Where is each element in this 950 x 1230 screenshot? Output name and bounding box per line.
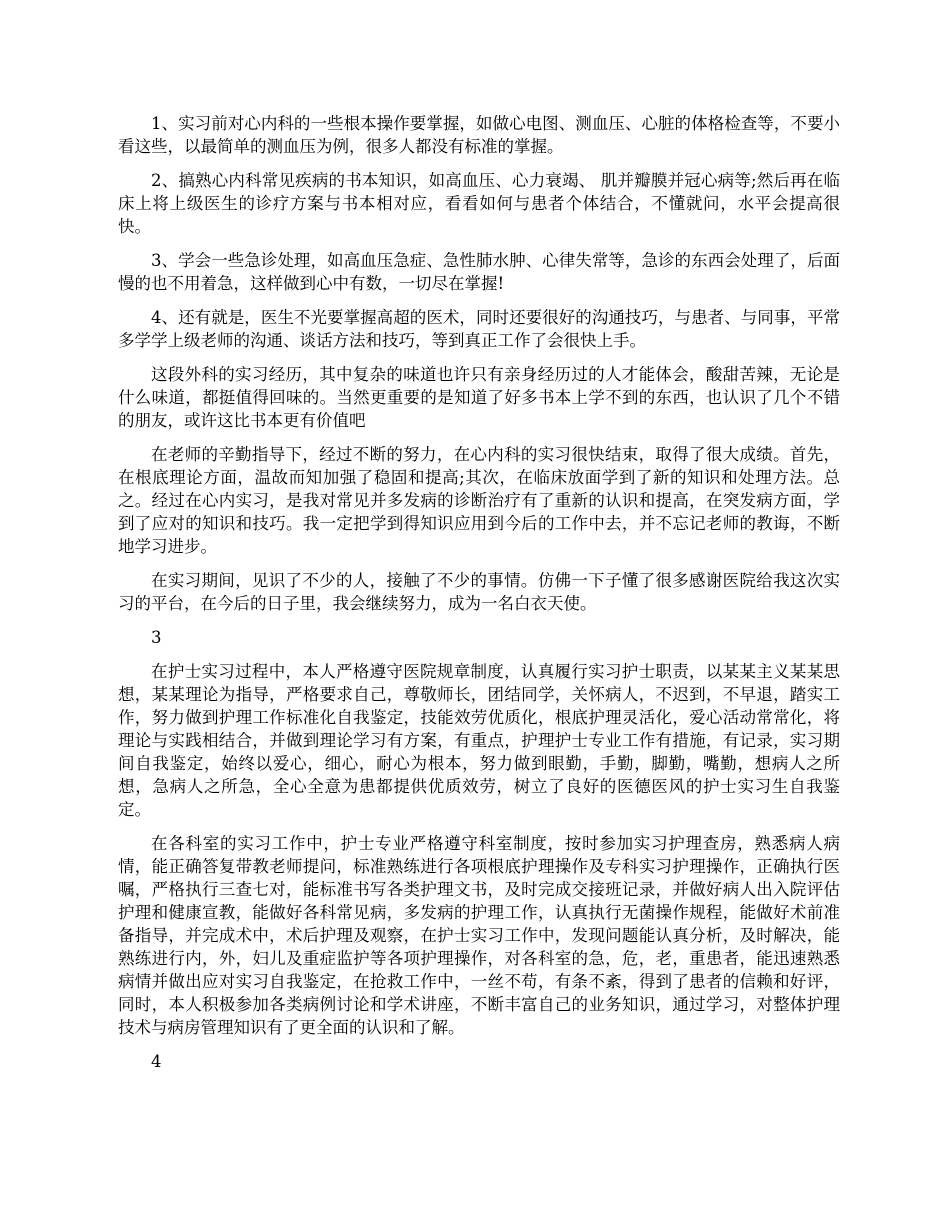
paragraph-tip-1: 1、实习前对心内科的一些根本操作要掌握，如做心电图、测血压、心脏的体格检查等，不要小看这些，以最简单的测血压为例，很多人都没有标准的掌握。 (118, 114, 840, 156)
paragraph-department-work: 在各科室的实习工作中，护士专业严格遵守科室制度，按时参加实习护理查房，熟悉病人病情，能正确答复带教老师提问，标准熟练进行各项根底护理操作及专科实习护理操作，正确执行医嘱，严格执行三查七对，能标准书写各类护理文书，及时完成交接班记录，并做好病人出入院评估护理和健康宣教，能做好各科常见病，多发病的护理工作，认真执行无菌操作规程，能做好术前准备指导，并完成术中，术后护理及观察，在护士实习工作中，发现问题能认真分析，及时解决，能熟练进行内，外，妇儿及重症监护等各项护理操作，对各科室的急，危，老，重患者，能迅速熟悉病情并做出应对实习自我鉴定，在抢救工作中，一丝不苟，有条不紊，得到了患者的信赖和好评，同时，本人积极参加各类病例讨论和学术讲座，不断丰富自己的业务知识，通过学习，对整体护理技术与病房管理知识有了更全面的认识和了解。 (118, 834, 840, 1037)
section-number-4: 4 (151, 1052, 162, 1071)
document-body (118, 112, 840, 1084)
paragraph-tip-3: 3、学会一些急诊处理，如高血压急症、急性肺水肿、心律失常等，急诊的东西会处理了，后面慢的也不用着急，这样做到心中有数，一切尽在掌握! (118, 251, 840, 293)
paragraph-surgery-experience: 这段外科的实习经历，其中复杂的味道也许只有亲身经历过的人才能体会，酸甜苦辣，无论是什么味道，都挺值得回味的。当然更重要的是知道了好多书本上学不到的东西，也认识了几个不错的朋友，或许这比书本更有价值吧 (118, 365, 840, 430)
paragraph-internship-closing: 在实习期间，见识了不少的人，接触了不少的事情。仿佛一下子懂了很多感谢医院给我这次实习的平台，在今后的日子里，我会继续努力，成为一名白衣天使。 (118, 571, 840, 613)
paragraph-tip-4: 4、还有就是，医生不光要掌握高超的医术，同时还要很好的沟通技巧，与患者、与同事，平常多学学上级老师的沟通、谈话方法和技巧，等到真正工作了会很快上手。 (118, 308, 840, 350)
paragraph-tip-2: 2、搞熟心内科常见疾病的书本知识，如高血压、心力衰竭、 肌并瓣膜并冠心病等;然后再在临床上将上级医生的诊疗方案与书本相对应，看看如何与患者个体结合，不懂就问，水平会提高很快。 (118, 171, 840, 236)
paragraph-cardiology-summary: 在老师的辛勤指导下，经过不断的努力，在心内科的实习很快结束，取得了很大成绩。首先，在根底理论方面，温故而知加强了稳固和提高;其次，在临床放面学到了新的知识和处理方法。总之。经过在心内实习，是我对常见并多发病的诊断治疗有了重新的认识和提高，在突发病方面，学到了应对的知识和技巧。我一定把学到得知识应用到今后的工作中去，并不忘记老师的教诲，不断地学习进步。 (118, 445, 840, 556)
paragraph-nurse-conduct: 在护士实习过程中，本人严格遵守医院规章制度，认真履行实习护士职责，以某某主义某某思想，某某理论为指导，严格要求自己，尊敬师长，团结同学，关怀病人，不迟到，不早退，踏实工作，努力做到护理工作标准化自我鉴定，技能效劳优质化，根底护理灵活化，爱心活动常常化，将理论与实践相结合，并做到理论学习有方案，有重点，护理护士专业工作有措施，有记录，实习期间自我鉴定，始终以爱心，细心，耐心为根本，努力做到眼勤，手勤，脚勤，嘴勤，想病人之所想，急病人之所急，全心全意为患都提供优质效劳，树立了良好的医德医风的护士实习生自我鉴定。 (118, 662, 840, 819)
section-number-3: 3 (151, 628, 162, 647)
